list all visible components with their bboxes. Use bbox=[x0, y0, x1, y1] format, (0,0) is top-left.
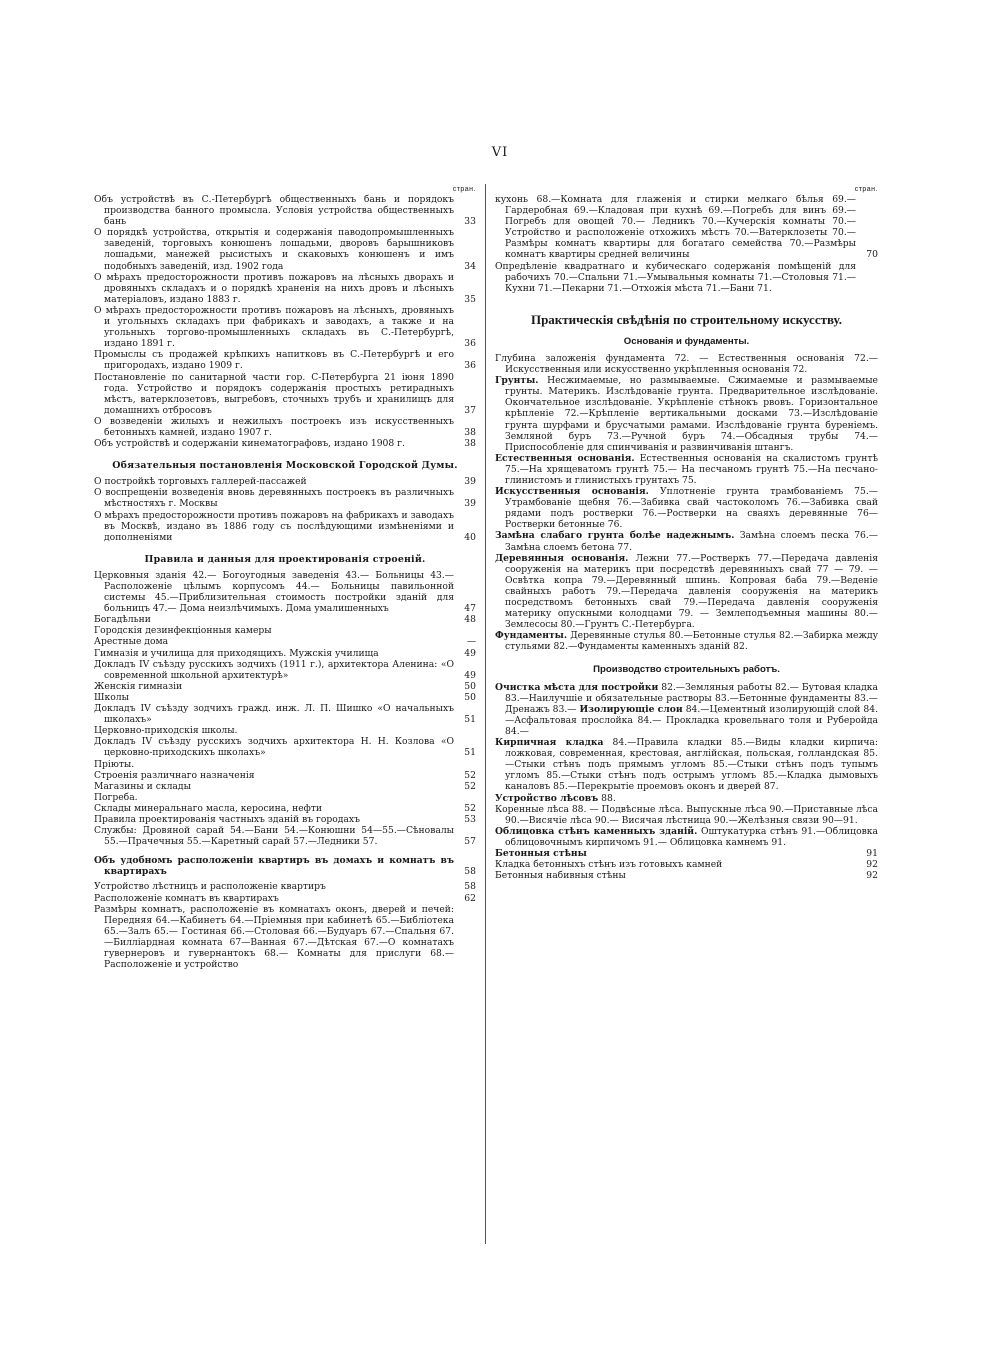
entry-text: Женскія гимназіи bbox=[94, 680, 183, 692]
toc-entry bbox=[495, 530, 878, 552]
column-divider bbox=[485, 184, 486, 1244]
entry-page: 51 bbox=[464, 714, 476, 726]
toc-entry bbox=[495, 682, 878, 737]
entry-body: Несжимаемые, но размываемые. Сжимаемые и размываемые грунты. Материкъ. Изслѣдованіе грунта. Предварительное изслѣдованіе. Окончательное изслѣдованіе. Укрѣпленіе стѣнокъ рвовъ. Горизонтальное крѣпленіе 72.—Крѣпленіе вертикальными досками 73.—Изслѣдованіе грунта шурфами и брусчатыми рамами. Изслѣдованіе грунта буреніемъ. Земляной буръ 73.—Ручной буръ 74.—Обсадныя трубы 74.—Приспособленіе для спинчиванія и развинчиванія штангъ. bbox=[505, 375, 878, 453]
entry-text bbox=[495, 553, 878, 631]
entry-lead: Кирпичная кладка bbox=[495, 737, 604, 749]
entry-text: О воспрещеніи возведенія вновь деревянныхъ построекъ въ различныхъ мѣстностяхъ г. Москвы bbox=[94, 487, 454, 510]
entry-lead: Фундаменты. bbox=[495, 630, 568, 642]
entry-page: 92 bbox=[866, 870, 878, 882]
entry-body: Уплотненіе грунта трамбованіемъ 75.—Утрамбованіе щебня 76.—Забивка свай частоколомъ 76.—Забивка свай рядами подъ ростверки 76.—Ростверки на сваяхъ деревянные 76—Ростверки бетонные 76. bbox=[505, 486, 878, 531]
entry-page: 50 bbox=[464, 691, 476, 703]
entry-text: Размѣры комнатъ, расположеніе въ комнатахъ оконъ, дверей и печей: Передняя 64.—Кабинетъ 64.—Пріемныя при кабинетѣ 65.—Библіотека 65.—Залъ 65.— Гостиная 66.—Столовая 66.—Будуаръ 67.—Спальня 67.—Билліардная комната 67—Ванная 67.—Дѣтская 67.—О комнатахъ гувернеровъ и гувернантокъ 68.— Комнаты для прислуги 68.—Расположеніе и устройство bbox=[94, 903, 454, 971]
entry-page: 49 bbox=[464, 669, 476, 681]
entry-text: Арестные дома bbox=[94, 636, 169, 648]
toc-entry bbox=[94, 625, 476, 636]
toc-entry bbox=[495, 353, 878, 375]
entry-page: 91 bbox=[866, 847, 878, 859]
entry-text: Гимназія и училища для приходящихъ. Мужскія училища bbox=[94, 647, 379, 659]
entry-text: Пріюты. bbox=[94, 758, 135, 770]
entry-body: Лежни 77.—Ростверкъ 77.—Передача давленія сооруженія на материкъ при посредствѣ деревянныхъ свай 77 — 79. — Освѣтка копра 79.—Деревянный шпинь. Копровая баба 79.—Веденіе свайныхъ работъ 79.—Передача давленія сооруженія на материкъ посредствомъ бетонныхъ свай 79.—Передача давленія сооруженія материку опускными колодцами 79. — Землеподъемныя машины 80.—Землесосы 80.—Грунтъ С.-Петербурга. bbox=[505, 552, 878, 631]
entry-text: О порядкѣ устройства, открытія и содержанія паводопромышленныхъ заведеній, торговыхъ конюшенъ лошадьми, дворовъ барышниковъ лошадьми, манежей рысистыхъ и скаковыхъ конюшенъ и имъ подобныхъ заведеній, изд. 1902 года bbox=[94, 227, 454, 272]
entry-text bbox=[495, 375, 878, 453]
entry-page: 40 bbox=[464, 531, 476, 543]
toc-entry bbox=[495, 804, 878, 826]
toc-entry bbox=[94, 349, 476, 371]
entry-page: 36 bbox=[464, 338, 476, 350]
entry-text: кухонь 68.—Комната для глаженія и стирки мелкаго бѣлья 69.—Гардеробная 69.—Кладовая при кухнѣ 69.—Погребъ для винъ 69.—Погребъ для овощей 70.— Ледникъ 70.—Кучерскія комнаты 70.—Устройство и расположеніе отхожихъ мѣстъ 70.—Ватерклозеты 70.—Размѣры комнатъ квартиры для богатаго семейства 70.—Размѣры комнатъ квартиры средней величины bbox=[495, 194, 856, 261]
toc-entry bbox=[94, 881, 476, 892]
entry-text: Объ удобномъ расположеніи квартиръ въ домахъ и комнатъ въ квартирахъ bbox=[94, 855, 454, 878]
entry-text: Строенія различнаго назначенія bbox=[94, 769, 255, 781]
entry-lead: Облицовка стѣнъ каменныхъ зданій. bbox=[495, 825, 698, 837]
subsection-heading-foundations: Основанія и фундаменты. bbox=[623, 335, 750, 347]
toc-entry bbox=[94, 648, 476, 659]
entry-text: Объ устройствѣ и содержаніи кинематографовъ, издано 1908 г. bbox=[94, 438, 405, 450]
right-block-3 bbox=[495, 682, 878, 882]
entry-text bbox=[495, 804, 878, 826]
entry-page: 57 bbox=[464, 836, 476, 848]
entry-text bbox=[495, 486, 878, 530]
left-block-4 bbox=[94, 881, 476, 970]
entry-text: Школы bbox=[94, 691, 129, 703]
entry-body: Бетонныя набивныя стѣны bbox=[495, 870, 626, 882]
entry-text: Устройство лѣстницъ и расположеніе квартиръ bbox=[94, 881, 326, 893]
entry-text bbox=[495, 793, 878, 804]
entry-text: Докладъ IV съѣзду зодчихъ гражд. инж. Л. П. Шишко «О начальныхъ школахъ» bbox=[94, 703, 454, 726]
toc-entry bbox=[495, 737, 878, 792]
entry-body: 84.—Цементный изолирующій слой 84.—Асфальтовая прослойка 84.— Прокладка кровельнаго толя и Руберойда 84.— bbox=[505, 703, 878, 737]
entry-text: Церковныя зданія 42.— Богоугодныя заведенія 43.— Больницы 43.—Расположеніе цѣлымъ корпусомъ 44.— Больницы павильонной системы 45.—Приблизительная стоимость постройки зданій для больницъ 47.— Дома неизлѣчимыхъ. Дома умалишенныхъ bbox=[94, 569, 454, 615]
toc-entry bbox=[94, 792, 476, 803]
toc-entry bbox=[94, 736, 476, 758]
right-block-2 bbox=[495, 353, 878, 653]
main-section-heading: Практическія свѣдѣнія по строительному искусству. bbox=[530, 311, 843, 327]
entry-text bbox=[495, 353, 878, 375]
entry-text bbox=[495, 826, 878, 848]
entry-text: Правила проектированія частныхъ зданій въ городахъ bbox=[94, 813, 360, 825]
entry-page: 38 bbox=[464, 438, 476, 450]
left-heading-4 bbox=[94, 855, 476, 877]
entry-text: Докладъ IV съѣзду русскихъ зодчихъ архитектора Н. Н. Козлова «О церковно-приходскихъ школахъ» bbox=[94, 736, 454, 759]
entry-text: О мѣрахъ предосторожности противъ пожаровъ на фабрикахъ и заводахъ въ Москвѣ, издано въ 1886 году съ послѣдующими измѣненіями и дополненіями bbox=[94, 509, 454, 543]
entry-page: 92 bbox=[866, 859, 878, 871]
entry-text: О постройкѣ торговыхъ галлерей-пассажей bbox=[94, 476, 307, 488]
left-block-3 bbox=[94, 570, 476, 847]
toc-entry bbox=[495, 194, 878, 261]
entry-page: 35 bbox=[464, 293, 476, 305]
entry-page: 33 bbox=[464, 216, 476, 228]
toc-entry bbox=[94, 703, 476, 725]
entry-text: Склады минеральнаго масла, керосина, нефти bbox=[94, 802, 323, 814]
toc-entry bbox=[495, 553, 878, 631]
toc-entry bbox=[94, 636, 476, 647]
page-number: VI bbox=[491, 145, 509, 160]
toc-entry bbox=[94, 781, 476, 792]
page-column-label-left: стран. bbox=[452, 186, 476, 193]
toc-entry bbox=[94, 194, 476, 227]
toc-entry bbox=[94, 692, 476, 703]
entry-lead: Деревянныя основанія. bbox=[495, 552, 629, 564]
toc-entry bbox=[94, 825, 476, 847]
entry-text bbox=[495, 870, 856, 881]
entry-body: Кладка бетонныхъ стѣнъ изъ готовыхъ камней bbox=[495, 859, 723, 871]
toc-entry bbox=[94, 416, 476, 438]
entry-body: Естественныя основанія на скалистомъ грунтѣ 75.—На хрящеватомъ грунтѣ 75.— На песчаномъ грунтѣ 75.—На песчано-глинистомъ и глинистыхъ грунтахъ 75. bbox=[505, 452, 878, 486]
toc-entry bbox=[94, 770, 476, 781]
entry-body: Глубина заложенія фундамента 72. — Естественныя основанія 72.—Искусственныя или искусственно укрѣпленныя основанія 72. bbox=[495, 352, 878, 376]
entry-page: 37 bbox=[464, 404, 476, 416]
entry-lead: Изолирующіе слои bbox=[579, 703, 683, 715]
toc-entry bbox=[94, 759, 476, 770]
left-column bbox=[94, 184, 476, 970]
entry-text: О мѣрахъ предосторожности противъ пожаровъ на лѣсныхъ, дровяныхъ и угольныхъ складахъ при фабрикахъ и заводахъ, а также и на угольныхъ торгово-промышленныхъ складахъ въ С.-Петербургѣ, издано 1891 г. bbox=[94, 304, 454, 350]
toc-entry bbox=[94, 227, 476, 271]
entry-text bbox=[495, 859, 856, 870]
entry-text bbox=[495, 682, 878, 737]
toc-entry bbox=[94, 476, 476, 487]
page-column-label-right: стран. bbox=[854, 186, 878, 193]
toc-entry bbox=[94, 725, 476, 736]
entry-lead: Очистка мѣста для постройки bbox=[495, 681, 659, 693]
toc-entry bbox=[495, 826, 878, 848]
entry-text: Погреба. bbox=[94, 791, 138, 803]
section-heading-moscow: Обязательныя постановленія Московской Городской Думы. bbox=[112, 460, 458, 472]
entry-text bbox=[495, 630, 878, 652]
entry-body: 84.—Правила кладки 85.—Виды кладки кирпича: ложковая, современная, крестовая, англійская, польская, голландская 85.—Стыки стѣнъ подъ прямымъ угломъ 85.—Стыки стѣнъ подъ тупымъ угломъ 85.—Стыки стѣнъ подъ острымъ угломъ 85.—Кладка дымовыхъ каналовъ 85.—Перекрытіе проемовъ оконъ и дверей 87. bbox=[505, 737, 879, 793]
entry-lead: Бетонныя стѣны bbox=[495, 847, 587, 859]
right-block-1 bbox=[495, 194, 878, 294]
entry-page: 36 bbox=[464, 360, 476, 372]
toc-entry bbox=[94, 570, 476, 614]
toc-entry bbox=[94, 372, 476, 416]
entry-text: Церковно-приходскія школы. bbox=[94, 725, 238, 737]
entry-page: 47 bbox=[464, 603, 476, 615]
toc-entry bbox=[495, 859, 878, 870]
subsection-heading-works: Производство строительныхъ работъ. bbox=[593, 664, 780, 676]
entry-text: Промыслы съ продажей крѣпкихъ напитковъ въ С.-Петербургѣ и его пригородахъ, издано 1909 г. bbox=[94, 349, 454, 372]
toc-entry bbox=[94, 893, 476, 904]
toc-entry bbox=[495, 848, 878, 859]
toc-entry bbox=[94, 659, 476, 681]
toc-entry bbox=[495, 375, 878, 453]
entry-lead: Замѣна слабаго грунта болѣе надежнымъ. bbox=[495, 530, 735, 542]
entry-body: Деревянные стулья 80.—Бетонные стулья 82.—Забирка между стульями 82.—Фундаменты каменныхъ зданій 82. bbox=[505, 630, 879, 653]
entry-page: 38 bbox=[464, 426, 476, 438]
entry-page: 52 bbox=[464, 802, 476, 814]
toc-entry bbox=[94, 305, 476, 349]
entry-text: О возведеніи жилыхъ и нежилыхъ построекъ изъ искусственныхъ бетонныхъ камней, издано 1907 г. bbox=[94, 415, 454, 438]
entry-text: Объ устройствѣ въ С.-Петербургѣ общественныхъ бань и порядокъ производства банного промысла. Условія устройства общественныхъ бань bbox=[94, 194, 454, 228]
entry-page: 53 bbox=[464, 813, 476, 825]
entry-text bbox=[495, 530, 878, 552]
entry-page: 50 bbox=[464, 680, 476, 692]
entry-page: 52 bbox=[464, 780, 476, 792]
right-column bbox=[495, 184, 878, 881]
toc-entry bbox=[94, 614, 476, 625]
left-block-1 bbox=[94, 194, 476, 449]
entry-text: Магазины и склады bbox=[94, 780, 191, 792]
left-block-2 bbox=[94, 476, 476, 543]
entry-page: 58 bbox=[464, 866, 476, 878]
section-heading-rules: Правила и данныя для проектированія строеній. bbox=[144, 553, 426, 565]
entry-page: 49 bbox=[464, 647, 476, 659]
entry-lead: Искусственныя основанія. bbox=[495, 486, 649, 498]
toc-entry bbox=[94, 510, 476, 543]
entry-lead: Устройство лѣсовъ bbox=[495, 792, 599, 804]
entry-text: Службы: Дровяной сарай 54.—Бани 54.—Конюшни 54—55.—Сѣновалы 55.—Прачечныя 55.—Каретный сарай 57.—Ледники 57. bbox=[94, 825, 454, 848]
entry-text bbox=[495, 453, 878, 486]
toc-entry bbox=[94, 438, 476, 449]
entry-lead: Грунты. bbox=[495, 375, 539, 387]
toc-entry bbox=[94, 814, 476, 825]
entry-page: 52 bbox=[464, 769, 476, 781]
toc-entry bbox=[495, 453, 878, 486]
entry-text: Расположеніе комнатъ въ квартирахъ bbox=[94, 892, 279, 904]
toc-entry bbox=[94, 904, 476, 971]
entry-text: Постановленіе по санитарной части гор. С-Петербурга 21 іюня 1890 года. Устройство и порядокъ содержанія простыхъ ретирадныхъ мѣстъ, ватерклозетовъ, выгребовъ, сточныхъ трубъ и хранилищъ для домашнихъ отбросовъ bbox=[94, 371, 454, 416]
entry-page: 39 bbox=[464, 476, 476, 488]
entry-page: 48 bbox=[464, 614, 476, 626]
toc-entry bbox=[94, 681, 476, 692]
toc-entry bbox=[94, 272, 476, 305]
entry-body: 88. bbox=[601, 792, 616, 804]
entry-page: 70 bbox=[866, 249, 878, 261]
entry-text: Городскія дезинфекціонныя камеры bbox=[94, 625, 272, 637]
entry-page: 51 bbox=[464, 747, 476, 759]
entry-text: Докладъ IV съѣзду русскихъ зодчихъ (1911 г.), архитектора Аленина: «О современной школьной архитектурѣ» bbox=[94, 658, 454, 681]
entry-text bbox=[495, 848, 856, 859]
entry-body: Оштукатурка стѣнъ 91.—Облицовка облицовочнымъ кирпичомъ 91.— Облицовка камнемъ 91. bbox=[505, 825, 878, 848]
entry-text: Опредѣленіе квадратнаго и кубическаго содержанія помѣщеній для рабочихъ 70.—Спальни 71.—Умывальныя комнаты 71.—Столовыя 71.—Кухни 71.—Пекарни 71.—Отхожія мѣста 71.—Бани 71. bbox=[495, 260, 856, 294]
toc-entry bbox=[94, 803, 476, 814]
entry-page: 62 bbox=[464, 892, 476, 904]
entry-lead: Естественныя основанія. bbox=[495, 452, 635, 464]
toc-entry bbox=[495, 793, 878, 804]
toc-entry bbox=[94, 855, 476, 877]
toc-entry bbox=[495, 870, 878, 881]
entry-page: 39 bbox=[464, 498, 476, 510]
entry-page: 58 bbox=[464, 881, 476, 893]
toc-entry bbox=[94, 487, 476, 509]
toc-entry bbox=[495, 486, 878, 530]
entry-page: 34 bbox=[464, 260, 476, 272]
toc-entry bbox=[495, 261, 878, 294]
entry-text bbox=[495, 737, 878, 792]
entry-body: Замѣна слоемъ песка 76.—Замѣна слоемъ бетона 77. bbox=[505, 530, 878, 553]
toc-entry bbox=[495, 630, 878, 652]
entry-body: 82.—Земляныя работы 82.— Бутовая кладка 83.—Наилучшіе и обязательные растворы 83.—Бетонные фундаменты 83.—Дренажъ 83.— bbox=[505, 681, 879, 715]
entry-body: Коренные лѣса 88. — Подвѣсные лѣса. Выпускные лѣса 90.—Приставные лѣса 90.—Висячіе лѣса 90.— Висячая лѣстница 90.—Желѣзныя связи 90—91. bbox=[495, 803, 878, 826]
entry-text: Богадѣльни bbox=[94, 614, 151, 626]
entry-page: — bbox=[466, 636, 476, 648]
entry-text: О мѣрахъ предосторожности противъ пожаровъ на лѣсныхъ дворахъ и дровяныхъ складахъ и о порядкѣ храненія на нихъ дровъ и лѣсныхъ матеріаловъ, издано 1883 г. bbox=[94, 271, 454, 305]
